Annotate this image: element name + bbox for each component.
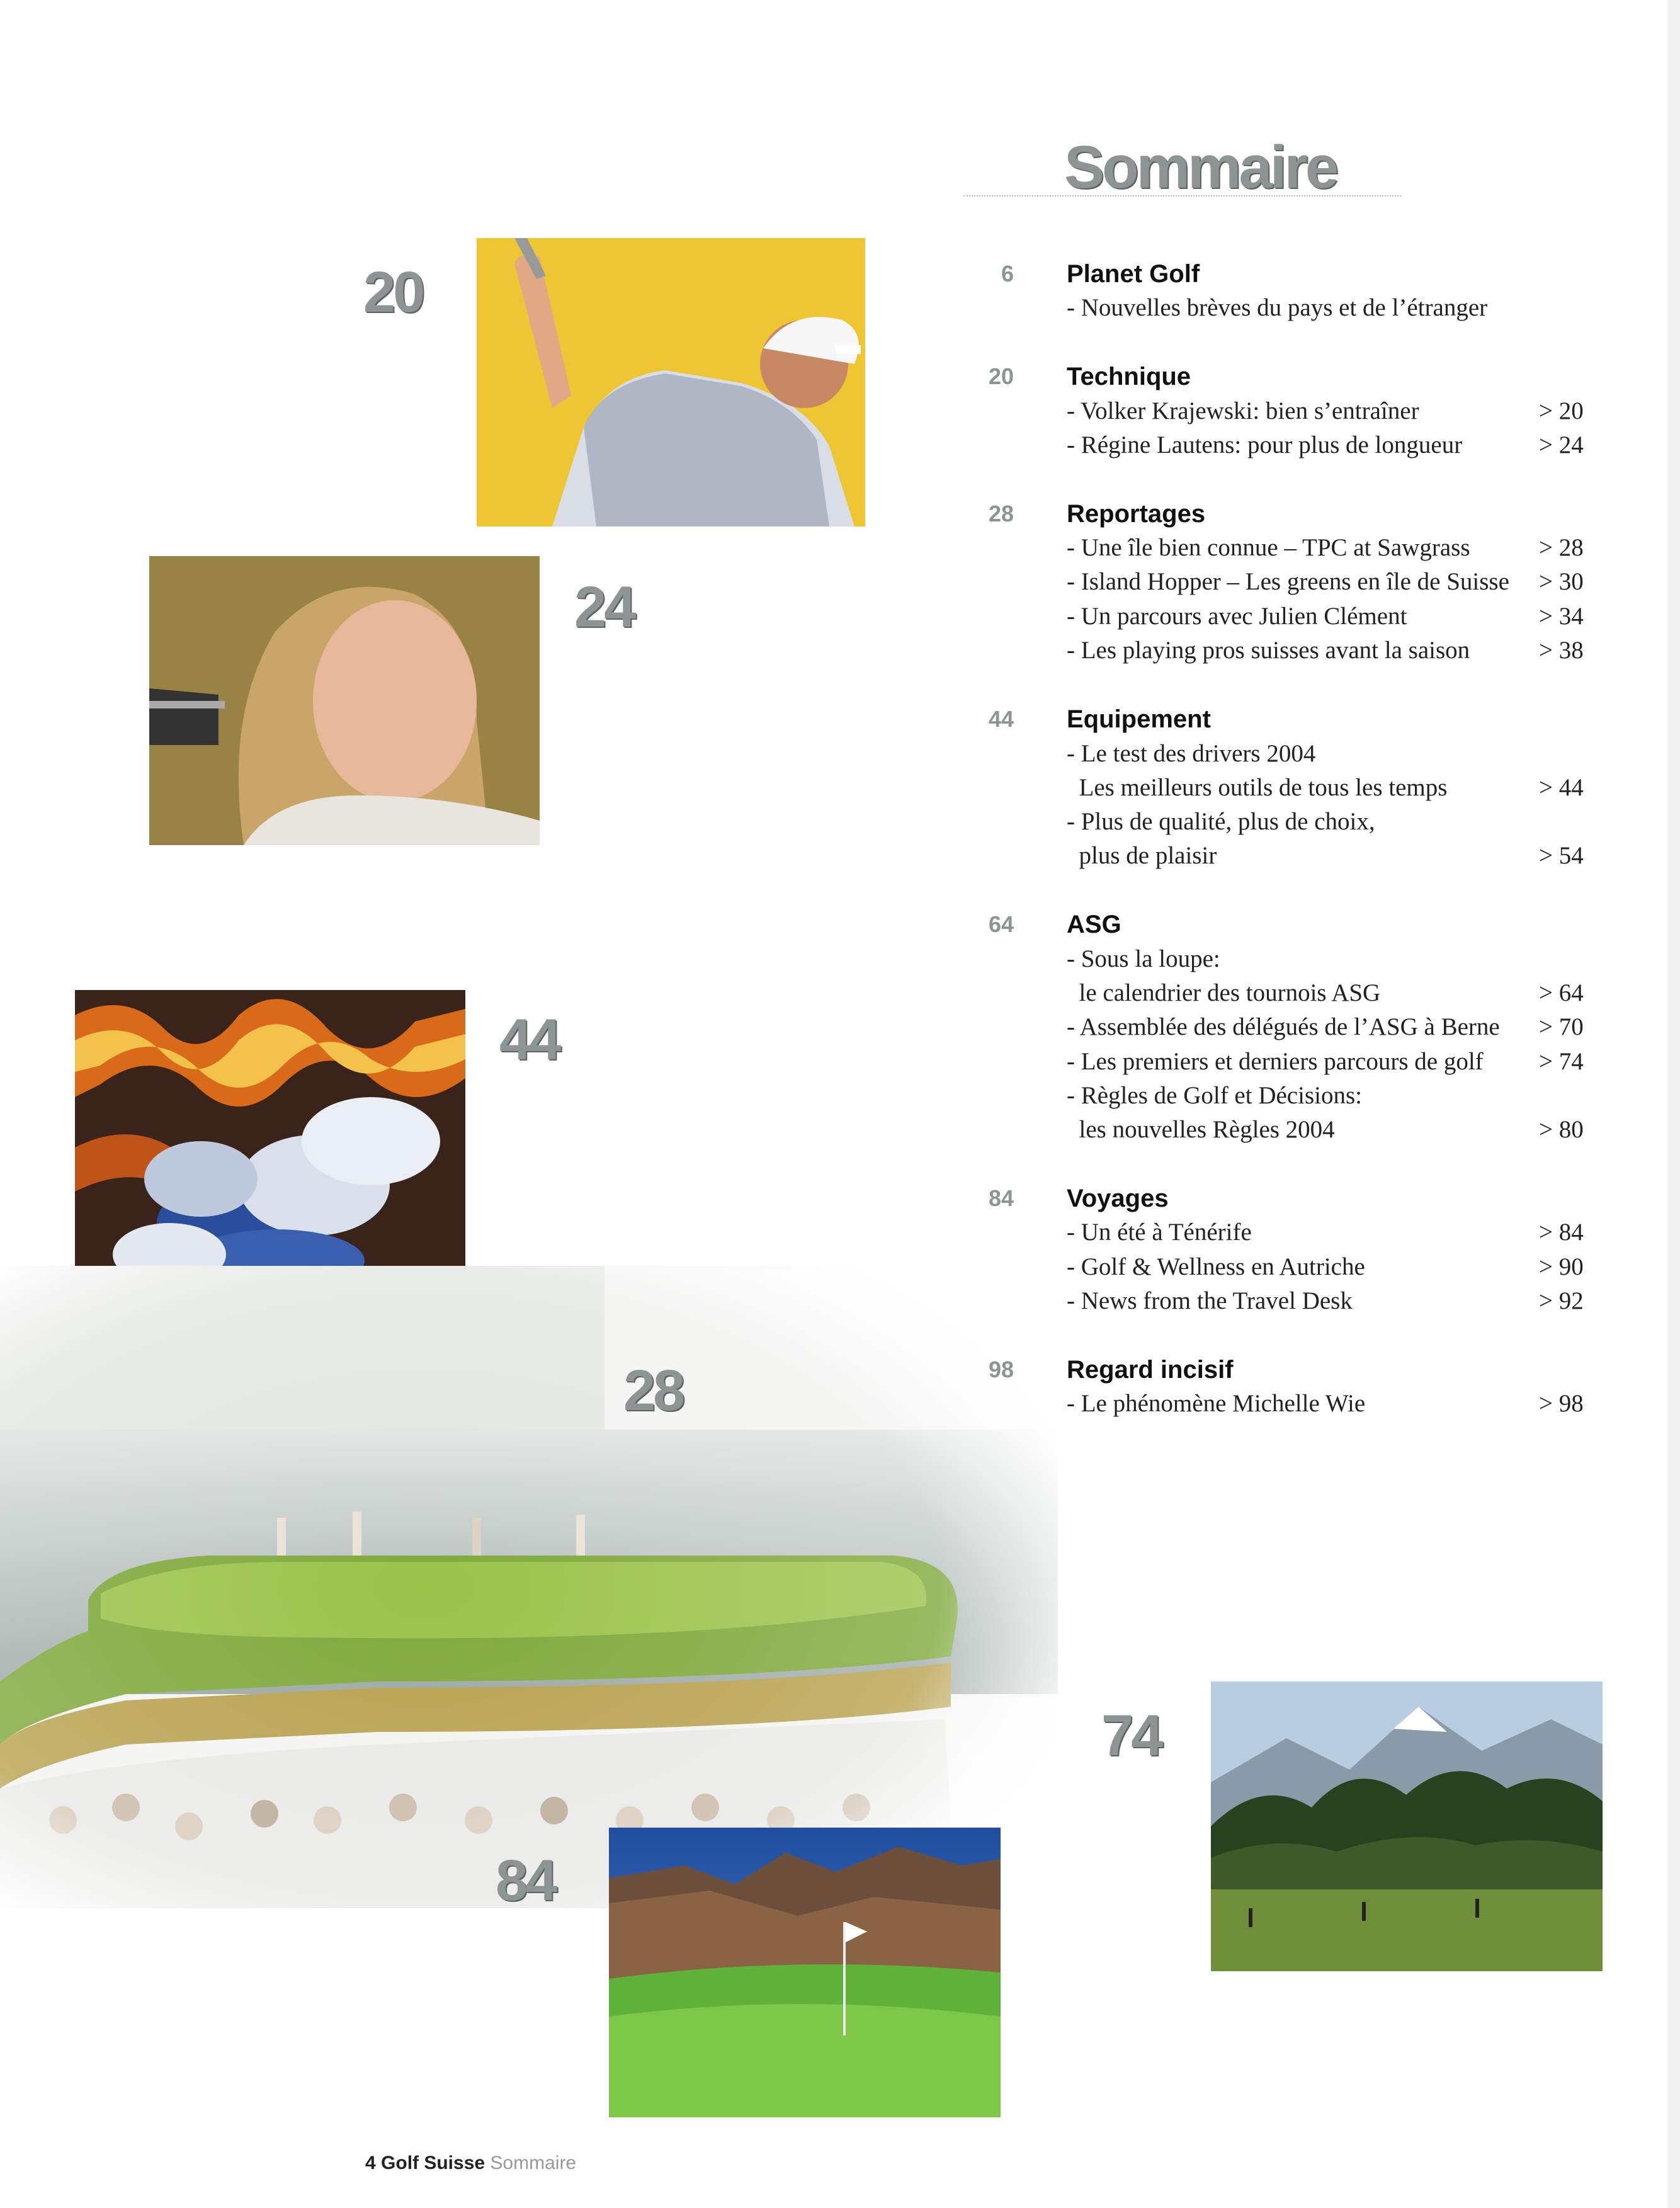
toc-page-ref: > 74 xyxy=(1539,1048,1584,1075)
footer-magazine-name: Golf Suisse xyxy=(381,2153,485,2173)
photo-tenerife-green xyxy=(609,1828,1001,2117)
toc-entry[interactable]: Les meilleurs outils de tous les temps xyxy=(1067,774,1448,801)
toc-entry[interactable]: - Les premiers et derniers parcours de golf xyxy=(1067,1048,1484,1075)
toc-entry[interactable]: - Le phénomène Michelle Wie xyxy=(1067,1390,1366,1417)
section-title[interactable]: Voyages xyxy=(1067,1185,1169,1212)
toc-entry[interactable]: - Un été à Ténérife xyxy=(1067,1219,1252,1246)
toc-entry[interactable]: - Island Hopper – Les greens en île de Suisse xyxy=(1067,568,1509,595)
toc-entry[interactable]: - Plus de qualité, plus de choix, xyxy=(1067,808,1375,835)
photo-number-28: 28 xyxy=(623,1358,683,1423)
toc-page-ref: > 34 xyxy=(1539,603,1584,630)
section-number: 84 xyxy=(988,1185,1014,1211)
section-number: 20 xyxy=(988,363,1014,389)
photo-golfer-swing xyxy=(477,238,865,526)
toc-page-ref: > 98 xyxy=(1539,1390,1584,1417)
section-number: 6 xyxy=(1001,261,1014,287)
page-footer xyxy=(365,2153,576,2174)
page-edge-shadow xyxy=(1667,0,1680,2208)
photo-number-74: 74 xyxy=(1101,1704,1161,1768)
toc-page-ref: > 30 xyxy=(1539,568,1584,595)
section-number: 28 xyxy=(988,501,1014,526)
section-number: 98 xyxy=(988,1357,1014,1382)
toc-entry[interactable]: - Nouvelles brèves du pays et de l’étranger xyxy=(1067,294,1488,321)
toc-title: Sommaire xyxy=(1064,134,1337,201)
toc-entry[interactable]: les nouvelles Règles 2004 xyxy=(1067,1116,1335,1143)
photo-number-44: 44 xyxy=(499,1008,559,1072)
section-title[interactable]: Regard incisif xyxy=(1067,1356,1234,1384)
footer-section-name: Sommaire xyxy=(490,2153,577,2173)
title-rule xyxy=(963,195,1401,196)
section-title[interactable]: Technique xyxy=(1067,363,1191,390)
toc-entry[interactable]: - Volker Krajewski: bien s’entraîner xyxy=(1067,397,1419,424)
toc-page-ref: > 24 xyxy=(1539,431,1584,458)
section-number: 44 xyxy=(988,706,1014,732)
toc-entry[interactable]: - Sous la loupe: xyxy=(1067,945,1220,972)
toc-page-ref: > 84 xyxy=(1539,1219,1584,1246)
photo-number-24: 24 xyxy=(574,575,634,639)
toc-page-ref: > 20 xyxy=(1539,397,1584,424)
toc-page-ref: > 38 xyxy=(1539,637,1584,664)
toc-entry[interactable]: - Golf & Wellness en Autriche xyxy=(1067,1253,1365,1280)
photo-island-green xyxy=(0,1266,1058,1913)
photo-driver-heads xyxy=(75,990,465,1280)
toc-entry[interactable]: le calendrier des tournois ASG xyxy=(1067,979,1381,1006)
photo-number-20: 20 xyxy=(363,260,423,324)
toc-page-ref: > 92 xyxy=(1539,1287,1584,1314)
section-title[interactable]: ASG xyxy=(1067,911,1121,938)
toc-page-ref: > 28 xyxy=(1539,534,1584,561)
toc-page-ref: > 64 xyxy=(1539,979,1584,1006)
section-title[interactable]: Planet Golf xyxy=(1067,260,1200,288)
toc-entry[interactable]: - Régine Lautens: pour plus de longueur xyxy=(1067,431,1463,458)
section-title[interactable]: Equipement xyxy=(1067,705,1211,733)
toc-entry[interactable]: - Un parcours avec Julien Clément xyxy=(1067,603,1407,630)
toc-entry[interactable]: - News from the Travel Desk xyxy=(1067,1287,1353,1314)
toc-page-ref: > 44 xyxy=(1539,774,1584,801)
section-number: 64 xyxy=(988,911,1014,937)
section-title[interactable]: Reportages xyxy=(1067,500,1206,528)
toc-page-ref: > 80 xyxy=(1539,1116,1584,1143)
toc-page-ref: > 70 xyxy=(1539,1013,1584,1040)
toc-page-ref: > 90 xyxy=(1539,1253,1584,1280)
toc-entry[interactable]: - Les playing pros suisses avant la saison xyxy=(1067,637,1470,664)
toc-entry[interactable]: plus de plaisir xyxy=(1067,842,1217,869)
photo-woman-portrait xyxy=(149,556,540,845)
photo-number-84: 84 xyxy=(496,1848,555,1913)
footer-page-number: 4 xyxy=(365,2153,376,2173)
toc-entry[interactable]: - Règles de Golf et Décisions: xyxy=(1067,1082,1362,1109)
toc-entry[interactable]: - Une île bien connue – TPC at Sawgrass xyxy=(1067,534,1470,561)
toc-entry[interactable]: - Assemblée des délégués de l’ASG à Berne xyxy=(1067,1013,1500,1040)
toc-entry[interactable]: - Le test des drivers 2004 xyxy=(1067,740,1316,767)
toc-page-ref: > 54 xyxy=(1539,842,1584,869)
photo-mountain-course xyxy=(1211,1682,1603,1971)
